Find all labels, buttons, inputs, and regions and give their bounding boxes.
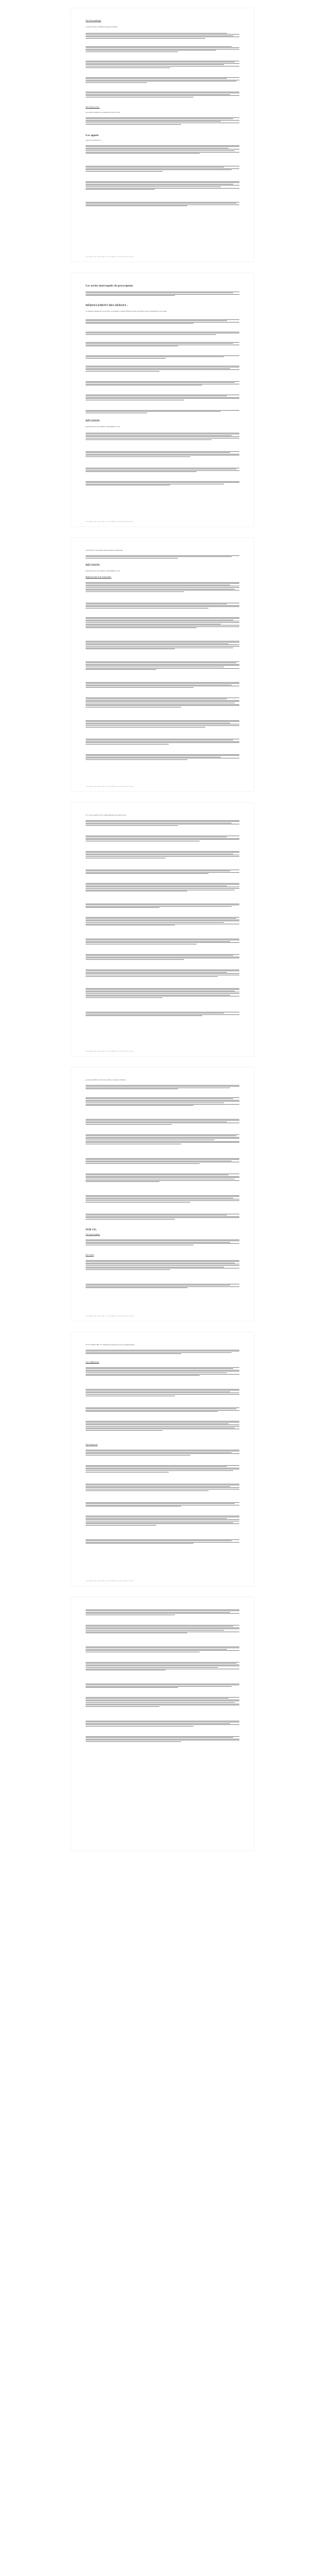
document-page <box>71 1067 254 1321</box>
paragraph-block <box>86 1696 239 1707</box>
section-heading: Sur la prescription, <box>86 1233 100 1235</box>
paragraph-block <box>86 850 239 859</box>
paragraph-block <box>86 953 239 961</box>
paragraph-block <box>86 1515 239 1526</box>
paragraph-block <box>86 1538 239 1545</box>
section-heading: Rappel des faits et de la procédure <box>86 576 111 578</box>
paragraph-block <box>86 602 239 609</box>
paragraph-block <box>86 1133 239 1145</box>
paragraph-block <box>86 165 239 173</box>
paragraph-block <box>86 1449 239 1456</box>
paragraph-block <box>86 869 239 875</box>
paragraph-block <box>86 1501 239 1507</box>
paragraph-block <box>86 640 239 650</box>
document-page <box>71 538 254 791</box>
paragraph-block <box>86 91 239 98</box>
paragraph-block <box>86 354 239 359</box>
page-footer: Cour d'Appel de Paris - pôle 2 chambre 7 - n° RG 19/06806 - arrêt rendu le 10 juin 2021 - Page 3 <box>86 521 134 522</box>
paragraph-block <box>86 969 239 977</box>
paragraph-block <box>86 201 239 207</box>
paragraph-block <box>86 45 239 53</box>
paragraph-block <box>86 331 239 335</box>
paragraph-block <box>86 916 239 926</box>
paragraph-block <box>86 291 239 297</box>
paragraph-block <box>86 987 239 998</box>
paragraph-block <box>86 581 239 592</box>
page-footer: Cour d'Appel de Paris - pôle 2 chambre 7 - n° RG 19/06806 - arrêt rendu le 10 juin 2021 - Page 4 <box>86 786 134 787</box>
section-heading: Sur le fond <box>86 1254 94 1256</box>
document-page <box>71 1597 254 1851</box>
paragraph-block <box>86 1683 239 1689</box>
paragraph-block <box>86 409 239 414</box>
paragraph-block <box>86 450 239 458</box>
paragraph-block <box>86 1646 239 1653</box>
paragraph-block <box>86 116 239 125</box>
section-heading: DÉCISION <box>86 419 100 422</box>
paragraph-block <box>86 1366 239 1377</box>
paragraph-block <box>86 1096 239 1107</box>
paragraph-block <box>86 76 239 84</box>
document-page <box>71 8 254 262</box>
paragraph: Appel a été interjeté par : <box>86 139 102 141</box>
section-heading: Sur l'action civile : <box>86 106 100 108</box>
paragraph: a rejeté la mesure de défense invoquée en défense, <box>86 26 118 28</box>
section-heading: DÉROULEMENT DES DÉBATS : <box>86 304 128 307</box>
paragraph-block <box>86 341 239 347</box>
paragraph-block <box>86 1720 239 1727</box>
paragraph-block <box>86 554 239 559</box>
paragraph-block <box>86 1349 239 1355</box>
paragraph-block <box>86 1173 239 1183</box>
paragraph-block <box>86 1661 239 1671</box>
paragraph-block <box>86 1157 239 1165</box>
paragraph: Lundi ALIOT a été débouté d'une demande de publication. <box>86 549 123 551</box>
paragraph-block <box>86 719 239 728</box>
paragraph-block <box>86 938 239 945</box>
paragraph-block <box>86 480 239 486</box>
paragraph-block <box>86 660 239 671</box>
paragraph-block <box>86 180 239 191</box>
paragraph: Il y a. Pour soutenir l'avis le griffon pénaliste de la partie civile... <box>86 814 127 816</box>
section-heading: Sur la bonne foi <box>86 1444 98 1446</box>
paragraph-block <box>86 1388 239 1397</box>
paragraph-block <box>86 1483 239 1492</box>
paragraph-block <box>86 1735 239 1743</box>
section-heading: DÉCISION <box>86 564 100 567</box>
paragraph-block <box>86 1011 239 1017</box>
paragraph-block <box>86 432 239 440</box>
paragraph-block <box>86 60 239 69</box>
paragraph-block <box>86 1118 239 1126</box>
paragraph-block <box>86 1406 239 1413</box>
paragraph-block <box>86 681 239 689</box>
document-page <box>71 803 254 1056</box>
paragraph-block <box>86 380 239 386</box>
paragraph: Rendant arrêt en avoir délibéré conformément à la loi, <box>86 426 121 428</box>
paragraph-block <box>86 1194 239 1203</box>
paragraph-block <box>86 1464 239 1473</box>
paragraph-block <box>86 365 239 372</box>
paragraph: les sic 29 juillet 1881. Ils considèrent en pratique que de ces quelques lignes... <box>86 1344 136 1346</box>
paragraph-block <box>86 1283 239 1289</box>
section-heading: Sur l'action publique <box>86 20 102 22</box>
paragraph-block <box>86 616 239 629</box>
page-footer: Cour d'Appel de Paris - pôle 2 chambre 7 - n° RG 19/06806 - arrêt rendu le 10 juin 2021 - Page 5 <box>86 1050 134 1052</box>
section-heading: Les appels <box>86 134 99 137</box>
document-page <box>71 273 254 527</box>
paragraph-block <box>86 1420 239 1431</box>
document-page <box>71 1332 254 1586</box>
paragraph-block <box>86 1213 239 1221</box>
paragraph-block <box>86 1239 239 1246</box>
page-footer: Cour d'Appel de Paris - pôle 2 chambre 7 - n° RG 19/06806 - arrêt rendu le 10 juin 2021 - Page 2 <box>86 256 134 258</box>
paragraph-block <box>86 467 239 473</box>
paragraph: par Aidara SORAU, fait devant trouble ces sujets de circulaire... <box>86 1079 127 1081</box>
paragraph-block <box>86 1624 239 1634</box>
paragraph: Rendant arrêt en avoir délibéré conformément à la loi, <box>86 570 121 572</box>
paragraph-block <box>86 882 239 892</box>
paragraph-block <box>86 394 239 401</box>
paragraph-block <box>86 835 239 842</box>
paragraph-block <box>86 1084 239 1090</box>
paragraph-block <box>86 1259 239 1270</box>
paragraph-block <box>86 318 239 325</box>
paragraph: À l'audience publique du 16 avril 2021, le président a constaté l'absence du mis en prévenu, qui s'est représenté par son conseil. <box>86 310 167 312</box>
paragraph-block <box>86 32 239 40</box>
page-footer: Cour d'Appel de Paris - pôle 2 chambre 7 - n° RG 19/06806 - arrêt rendu le 10 juin 2021 - Page 7 <box>86 1580 134 1582</box>
paragraph-block <box>86 903 239 909</box>
paragraph-block <box>86 697 239 708</box>
paragraph-block <box>86 753 239 761</box>
section-heading: SUR CE, <box>86 1228 97 1231</box>
paragraph-block <box>86 144 239 155</box>
paragraph-block <box>86 1608 239 1616</box>
paragraph-block <box>86 738 239 745</box>
section-heading: Sur la diffamation <box>86 1361 100 1363</box>
paragraph: reçu Aidara AGIER en sa constitution de partie civile, <box>86 111 120 113</box>
page-footer: Cour d'Appel de Paris - pôle 2 chambre 7 - n° RG 19/06806 - arrêt rendu le 10 juin 2021 - Page 6 <box>86 1315 134 1317</box>
section-heading: Les arrêts interruptifs de prescription <box>86 284 133 287</box>
paragraph-block <box>86 819 239 827</box>
